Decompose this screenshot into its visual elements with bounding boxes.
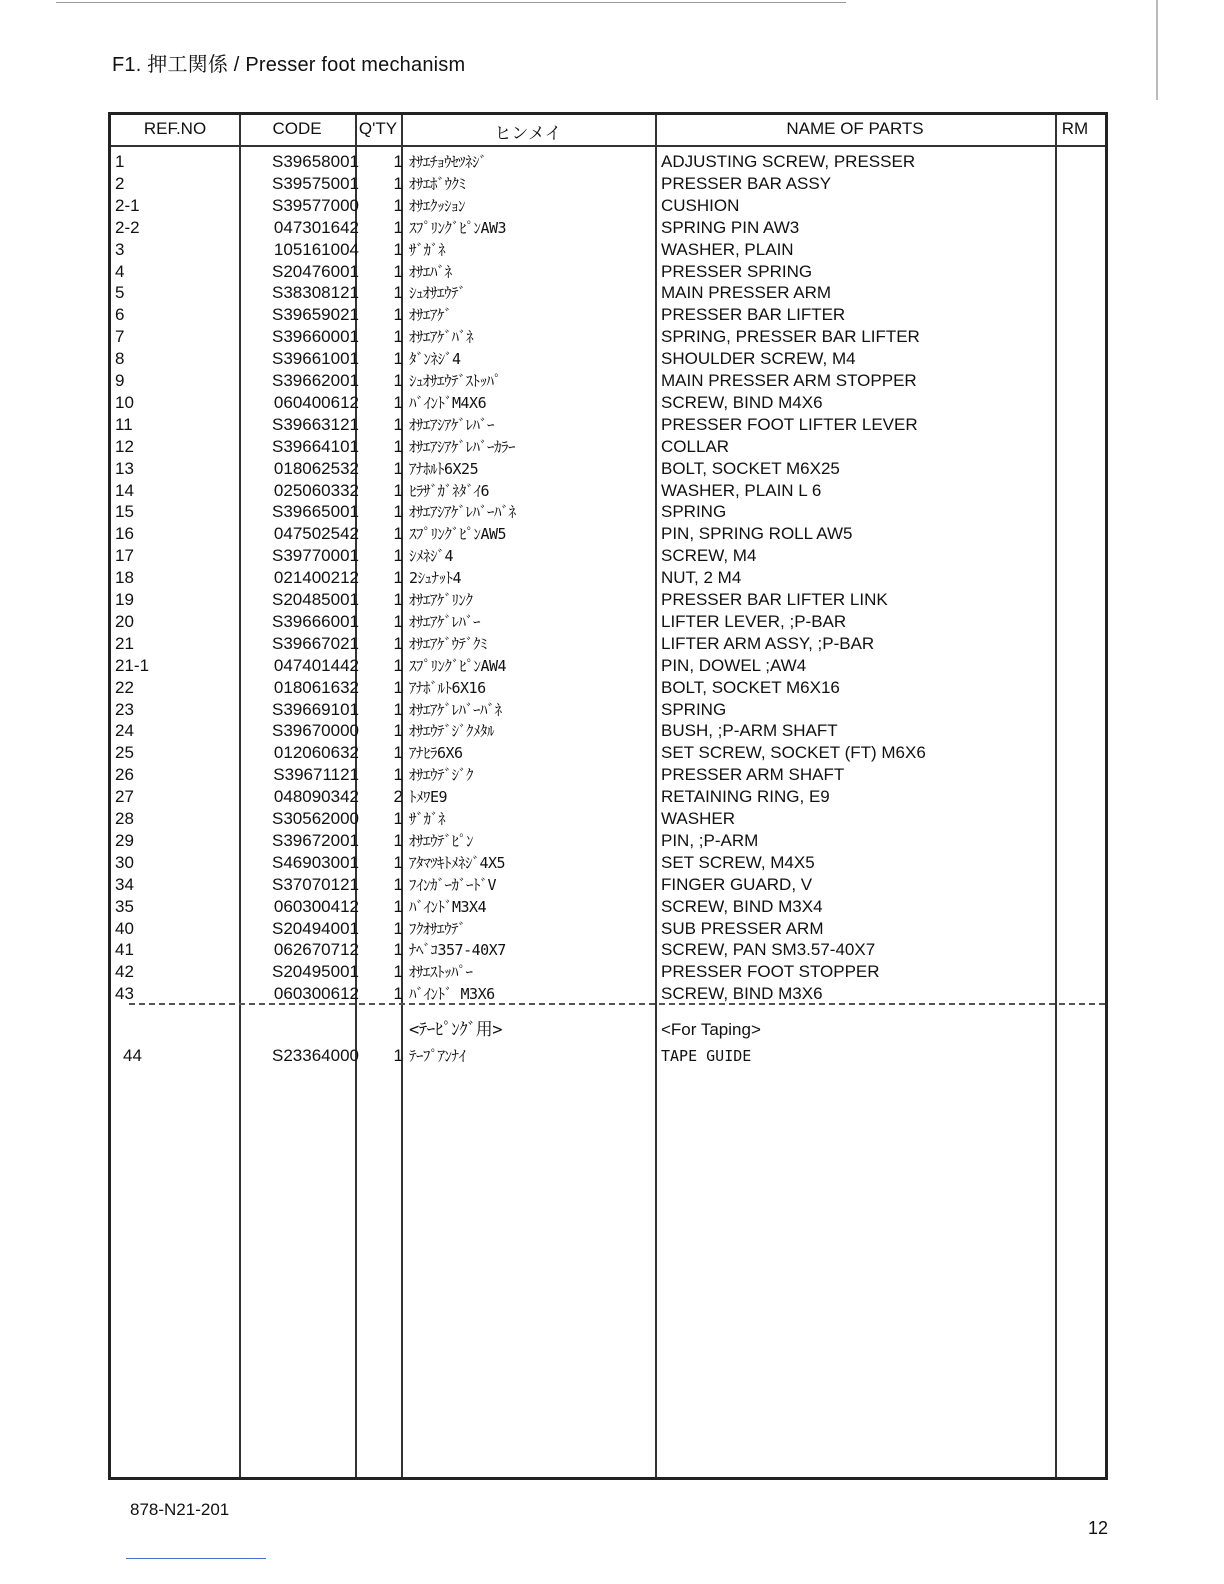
header-rule: [111, 145, 1105, 147]
cell-name: SET SCREW, SOCKET (FT) M6X6: [661, 743, 926, 763]
cell-kana: ｻﾞｶﾞﾈ: [409, 810, 446, 828]
table-row: [111, 370, 1101, 392]
table-row: [111, 173, 1101, 195]
cell-ref: 24: [115, 721, 134, 741]
cell-code: S39666001: [272, 611, 359, 631]
cell-qty: 1: [393, 327, 403, 347]
cell-ref: 2-2: [115, 217, 140, 237]
cell-kana: ｵｻｴｳﾃﾞｼﾞｸﾒﾀﾙ: [409, 722, 495, 741]
cell-ref: 11: [115, 414, 133, 434]
cell-code: S20494001: [272, 918, 359, 938]
cell-ref: 5: [115, 283, 125, 303]
cell-code: S39770001: [272, 546, 359, 566]
cell-name: CUSHION: [661, 195, 740, 215]
table-row: [111, 764, 1101, 786]
cell-ref: 7: [115, 327, 125, 347]
cell-name: MAIN PRESSER ARM: [661, 283, 832, 303]
header-kana: ヒンメイ: [494, 124, 562, 143]
cell-name: WASHER, PLAIN L 6: [661, 480, 822, 500]
cell-kana: ｵｻｴｱｹﾞｳﾃﾞｸﾐ: [409, 634, 488, 653]
cell-name: PRESSER SPRING: [661, 261, 813, 281]
cell-qty: 1: [393, 261, 403, 281]
cell-code: 047301642: [273, 217, 359, 237]
cell-code: 048090342: [273, 787, 359, 807]
cell-qty: 1: [393, 436, 403, 456]
cell-kana: ﾊﾞｲﾝﾄﾞM4X6: [409, 393, 487, 412]
cell-qty: 1: [393, 896, 403, 916]
cell-name: BOLT, SOCKET M6X16: [661, 677, 840, 697]
table-row: [111, 786, 1101, 808]
cell-kana: ｱﾅﾎﾞﾙﾄ6X16: [409, 678, 486, 697]
cell-name: PIN, ;P-ARM: [661, 830, 759, 850]
cell-ref: 16: [115, 524, 134, 544]
cell-qty: 1: [393, 414, 403, 434]
cell-kana: ﾌｲﾝｶﾞｰｶﾞｰﾄﾞV: [409, 875, 497, 894]
cell-kana: ｽﾌﾟﾘﾝｸﾞﾋﾟﾝAW4: [409, 656, 507, 675]
cell-name: PRESSER BAR ASSY: [661, 173, 832, 193]
cell-qty: 1: [393, 655, 403, 675]
cell-kana: 2ｼｭﾅｯﾄ4: [409, 569, 462, 588]
cell-code: 018061632: [273, 677, 359, 697]
cell-kana: ｵｻｴｱｼｱｹﾞﾚﾊﾞｰ: [409, 415, 495, 434]
cell-name: SPRING PIN AW3: [661, 217, 800, 237]
cell-ref: 29: [115, 830, 134, 850]
section-divider: [129, 1003, 1105, 1005]
cell-ref: 2: [115, 173, 125, 193]
cell-name: SHOULDER SCREW, M4: [661, 349, 856, 369]
cell-code: S38308121: [272, 283, 359, 303]
cell-kana: ｻﾞｶﾞﾈ: [409, 240, 446, 259]
cell-ref: 30: [115, 852, 134, 872]
table-row: [111, 282, 1101, 304]
cell-code: 105161004: [273, 239, 359, 259]
cell-name: SET SCREW, M4X5: [661, 852, 815, 872]
cell-kana: ﾄﾒﾜE9: [409, 788, 448, 807]
cell-ref: 34: [115, 874, 134, 894]
table-row: [111, 830, 1101, 852]
cell-kana: ｵｻｴｱｹﾞ: [409, 306, 452, 325]
cell-ref: 6: [115, 305, 125, 325]
cell-code: S39672001: [272, 830, 359, 850]
cell-kana: ｼｭｵｻｴｳﾃﾞｽﾄｯﾊﾟ: [409, 372, 502, 390]
cell-code: 060300412: [273, 896, 359, 916]
cell-code: S39667021: [272, 633, 359, 653]
cell-qty: 1: [393, 809, 403, 828]
cell-ref: 4: [115, 261, 125, 281]
cell-ref: 25: [115, 743, 134, 763]
cell-code: 047401442: [273, 655, 359, 675]
cell-kana: ｵｻｴｳﾃﾞｼﾞｸ: [409, 766, 474, 785]
cell-kana: ﾊﾞｲﾝﾄﾞ M3X6: [409, 985, 495, 1004]
cell-kana: ｵｻｴｱｼｱｹﾞﾚﾊﾞｰｶﾗｰ: [409, 437, 516, 456]
cell-ref: 10: [115, 392, 134, 412]
cell-ref: 21-1: [115, 655, 150, 675]
cell-name: PRESSER FOOT STOPPER: [661, 962, 880, 982]
cell-kana: ｼｭｵｻｴｳﾃﾞ: [409, 284, 466, 303]
cell-code: S20495001: [272, 962, 359, 982]
cell-code: S39660001: [272, 327, 359, 347]
cell-ref: 41: [115, 940, 134, 960]
cell-name: BOLT, SOCKET M6X25: [661, 458, 840, 478]
cell-ref: 19: [115, 590, 134, 609]
header-ref: REF.NO: [143, 119, 207, 138]
table-row: [111, 677, 1101, 699]
cell-ref: 9: [115, 371, 125, 390]
table-row: [111, 392, 1101, 414]
cell-code: S39662001: [272, 371, 359, 390]
cell-qty: 1: [393, 371, 403, 390]
table-row: [111, 896, 1101, 918]
cell-kana: ｱﾀﾏﾂｷﾄﾒﾈｼﾞ4X5: [409, 853, 506, 872]
page-edge: [1156, 0, 1158, 100]
cell-kana: ｱﾅﾋﾗ6X6: [409, 744, 463, 763]
cell-code: S37070121: [272, 874, 359, 894]
footer-rule: [126, 1558, 266, 1559]
cell-qty: 1: [393, 195, 403, 215]
cell-kana: ﾌｸｵｻｴｳﾃﾞ: [409, 919, 466, 938]
cell-kana: ｽﾌﾟﾘﾝｸﾞﾋﾟﾝAW3: [409, 218, 507, 237]
cell-code: S46903001: [272, 852, 359, 872]
cell-code: S39664101: [272, 436, 359, 456]
top-rule: [56, 2, 846, 3]
cell-qty: 1: [393, 984, 403, 1004]
cell-name: PRESSER BAR LIFTER: [661, 305, 846, 325]
table-row: [111, 567, 1101, 589]
cell-qty: 1: [393, 217, 403, 237]
cell-qty: 2: [393, 787, 403, 807]
table-row: [111, 611, 1101, 633]
cell-code: S39665001: [272, 502, 359, 522]
table-row: [111, 523, 1101, 545]
cell-qty: 1: [393, 699, 403, 719]
cell-qty: 1: [393, 633, 403, 653]
table-row: [111, 983, 1101, 1005]
cell-name: MAIN PRESSER ARM STOPPER: [661, 371, 917, 390]
cell-qty: 1: [393, 349, 403, 369]
table-row: [111, 326, 1101, 348]
cell-kana: ﾊﾞｲﾝﾄﾞM3X4: [409, 897, 487, 916]
cell-ref: 44: [123, 1046, 142, 1065]
cell-ref: 15: [115, 502, 134, 522]
cell-qty: 1: [393, 940, 403, 960]
cell-qty: 1: [393, 962, 403, 982]
cell-name: SPRING, PRESSER BAR LIFTER: [661, 327, 920, 347]
cell-code: S39661001: [272, 349, 359, 369]
cell-qty: 1: [393, 546, 403, 566]
table-row: [111, 261, 1101, 283]
cell-kana: ｽﾌﾟﾘﾝｸﾞﾋﾟﾝAW5: [409, 525, 507, 544]
cell-kana: ｵｻｴｱｼｱｹﾞﾚﾊﾞｰﾊﾞﾈ: [409, 503, 516, 522]
cell-name: SPRING: [661, 502, 727, 522]
cell-qty: 1: [393, 1046, 403, 1065]
cell-kana: ｵｻｴﾎﾞｳｸﾐ: [409, 174, 466, 193]
cell-qty: 1: [393, 590, 403, 609]
page-number: 12: [1088, 1518, 1109, 1538]
table-row: [111, 436, 1101, 458]
table-row: [111, 742, 1101, 764]
table-row: [111, 874, 1101, 896]
parts-table: [108, 112, 1108, 1480]
table-row: [111, 480, 1101, 502]
cell-ref: 43: [115, 984, 134, 1004]
cell-qty: 1: [393, 524, 403, 544]
cell-kana: ﾋﾗｻﾞｶﾞﾈﾀﾞｲ6: [409, 481, 490, 500]
cell-kana: ｵｻｴｱｹﾞﾘﾝｸ: [409, 591, 473, 609]
table-row: [111, 589, 1101, 611]
cell-qty: 1: [393, 458, 403, 478]
cell-name: LIFTER LEVER, ;P-BAR: [661, 611, 847, 631]
cell-name: PRESSER BAR LIFTER LINK: [661, 590, 888, 609]
cell-ref: 42: [115, 962, 134, 982]
taping-name-heading: <For Taping>: [661, 1020, 761, 1039]
cell-code: S39669101: [272, 699, 359, 719]
cell-code: S39577000: [272, 195, 359, 215]
cell-code: 060300612: [273, 984, 359, 1004]
cell-code: 018062532: [273, 458, 359, 478]
cell-qty: 1: [393, 239, 403, 259]
cell-kana: ｵｻｴｱｹﾞﾚﾊﾞｰﾊﾞﾈ: [409, 700, 502, 719]
taping-heading-row: [111, 1019, 1101, 1041]
cell-kana: ｵｻｴｳﾃﾞﾋﾟﾝ: [409, 831, 474, 850]
table-row: [111, 239, 1101, 261]
table-row: [111, 852, 1101, 874]
table-row: [111, 699, 1101, 721]
table-row: [111, 939, 1101, 961]
cell-qty: 1: [393, 852, 403, 872]
table-row: [111, 918, 1101, 940]
cell-name: SCREW, BIND M3X6: [661, 984, 823, 1004]
cell-code: S23364000: [272, 1046, 359, 1065]
cell-ref: 1: [115, 152, 125, 171]
cell-ref: 23: [115, 699, 134, 719]
cell-kana: ｵｻｴｱｹﾞﾊﾞﾈ: [409, 328, 474, 347]
cell-kana: ﾃｰﾌﾟｱﾝﾅｲ: [409, 1047, 466, 1065]
cell-qty: 1: [393, 721, 403, 741]
header-qty: Q'TY: [358, 119, 398, 138]
cell-qty: 1: [393, 283, 403, 303]
cell-code: S39670000: [272, 721, 359, 741]
table-row: [111, 304, 1101, 326]
cell-qty: 1: [393, 611, 403, 631]
cell-ref: 22: [115, 677, 134, 697]
cell-kana: ｱﾅﾎﾙﾄ6X25: [409, 459, 479, 478]
cell-qty: 1: [393, 830, 403, 850]
cell-name: PRESSER FOOT LIFTER LEVER: [661, 414, 918, 434]
page-title: F1. 押工関係 / Presser foot mechanism: [112, 54, 466, 76]
cell-name: BUSH, ;P-ARM SHAFT: [661, 721, 838, 741]
cell-kana: ｵｻｴﾊﾞﾈ: [409, 262, 452, 281]
cell-code: S20476001: [272, 261, 359, 281]
cell-code: 062670712: [273, 940, 359, 960]
cell-code: S30562000: [272, 809, 359, 828]
cell-ref: 27: [115, 787, 134, 807]
cell-name: SCREW, BIND M3X4: [661, 896, 823, 916]
cell-name: PIN, SPRING ROLL AW5: [661, 524, 853, 544]
cell-code: 060400612: [273, 392, 359, 412]
header-code: CODE: [272, 119, 322, 138]
cell-qty: 1: [393, 480, 403, 500]
cell-qty: 1: [393, 152, 403, 171]
cell-name: SCREW, PAN SM3.57-40X7: [661, 940, 876, 960]
cell-kana: ｵｻｴｱｹﾞﾚﾊﾞｰ: [409, 612, 481, 631]
table-row: [111, 545, 1101, 567]
cell-name: WASHER, PLAIN: [661, 239, 794, 259]
cell-code: S39659021: [272, 305, 359, 325]
cell-qty: 1: [393, 918, 403, 938]
cell-ref: 12: [115, 436, 134, 456]
cell-name: ADJUSTING SCREW, PRESSER: [661, 152, 916, 171]
cell-ref: 20: [115, 611, 134, 631]
cell-kana: ﾀﾞﾝﾈｼﾞ4: [409, 350, 461, 369]
cell-name: SUB PRESSER ARM: [661, 918, 824, 938]
table-row: [111, 348, 1101, 370]
cell-name: LIFTER ARM ASSY, ;P-BAR: [661, 633, 875, 653]
cell-qty: 1: [393, 502, 403, 522]
cell-code: S39671121: [273, 765, 359, 785]
cell-name: SCREW, M4: [661, 546, 757, 566]
cell-code: 021400212: [273, 568, 359, 588]
cell-code: S39658001: [272, 152, 359, 171]
cell-ref: 21: [115, 633, 134, 653]
cell-name: SCREW, BIND M4X6: [661, 392, 823, 412]
table-row: [111, 151, 1101, 173]
cell-name: PRESSER ARM SHAFT: [661, 765, 845, 785]
cell-kana: ｼﾒﾈｼﾞ4: [409, 547, 454, 566]
table-row: [111, 501, 1101, 523]
cell-name: PIN, DOWEL ;AW4: [661, 655, 807, 675]
table-row: [111, 808, 1101, 830]
cell-code: 012060632: [273, 743, 359, 763]
cell-ref: 8: [115, 349, 125, 369]
cell-qty: 1: [393, 173, 403, 193]
cell-qty: 1: [393, 765, 403, 785]
cell-name: WASHER: [661, 809, 735, 828]
table-row: [111, 414, 1101, 436]
cell-kana: ｵｻｴｽﾄｯﾊﾟｰ: [409, 963, 473, 982]
cell-qty: 1: [393, 743, 403, 763]
cell-code: S20485001: [272, 590, 359, 609]
cell-name: TAPE GUIDE: [661, 1047, 752, 1065]
cell-name: FINGER GUARD, V: [661, 874, 813, 894]
cell-ref: 35: [115, 896, 134, 916]
cell-name: RETAINING RING, E9: [661, 787, 830, 807]
cell-ref: 18: [115, 568, 134, 588]
header-name: NAME OF PARTS: [786, 119, 924, 138]
table-row: [111, 217, 1101, 239]
table-row: [111, 458, 1101, 480]
cell-ref: 13: [115, 458, 134, 478]
cell-name: NUT, 2 M4: [661, 568, 742, 588]
header-rm: RM: [1061, 119, 1089, 138]
cell-kana: ﾅﾍﾞｺ357-40X7: [409, 941, 506, 960]
cell-ref: 26: [115, 765, 134, 785]
cell-ref: 40: [115, 918, 134, 938]
table-row: [111, 633, 1101, 655]
cell-ref: 28: [115, 809, 134, 828]
cell-code: S39663121: [272, 414, 359, 434]
cell-qty: 1: [393, 874, 403, 894]
cell-kana: ｵｻｴﾁｮｳｾﾂﾈｼﾞ: [409, 153, 487, 171]
table-row: [111, 720, 1101, 742]
table-row: [111, 195, 1101, 217]
cell-qty: 1: [393, 677, 403, 697]
cell-ref: 2-1: [115, 195, 140, 215]
cell-qty: 1: [393, 305, 403, 325]
table-row: [111, 655, 1101, 677]
cell-code: 047502542: [273, 524, 359, 544]
cell-code: S39575001: [272, 173, 359, 193]
cell-name: SPRING: [661, 699, 727, 719]
cell-ref: 3: [115, 239, 125, 259]
cell-code: 025060332: [273, 480, 359, 500]
table-row: [111, 961, 1101, 983]
cell-ref: 14: [115, 480, 134, 500]
cell-qty: 1: [393, 568, 403, 588]
cell-ref: 17: [115, 546, 134, 566]
taping-kana-heading: <ﾃｰﾋﾟﾝｸﾞ用>: [409, 1020, 502, 1040]
cell-kana: ｵｻｴｸｯｼｮﾝ: [409, 196, 466, 215]
document-code: 878-N21-201: [130, 1500, 230, 1519]
cell-qty: 1: [393, 392, 403, 412]
table-row: [111, 1045, 1101, 1067]
cell-name: COLLAR: [661, 436, 730, 456]
